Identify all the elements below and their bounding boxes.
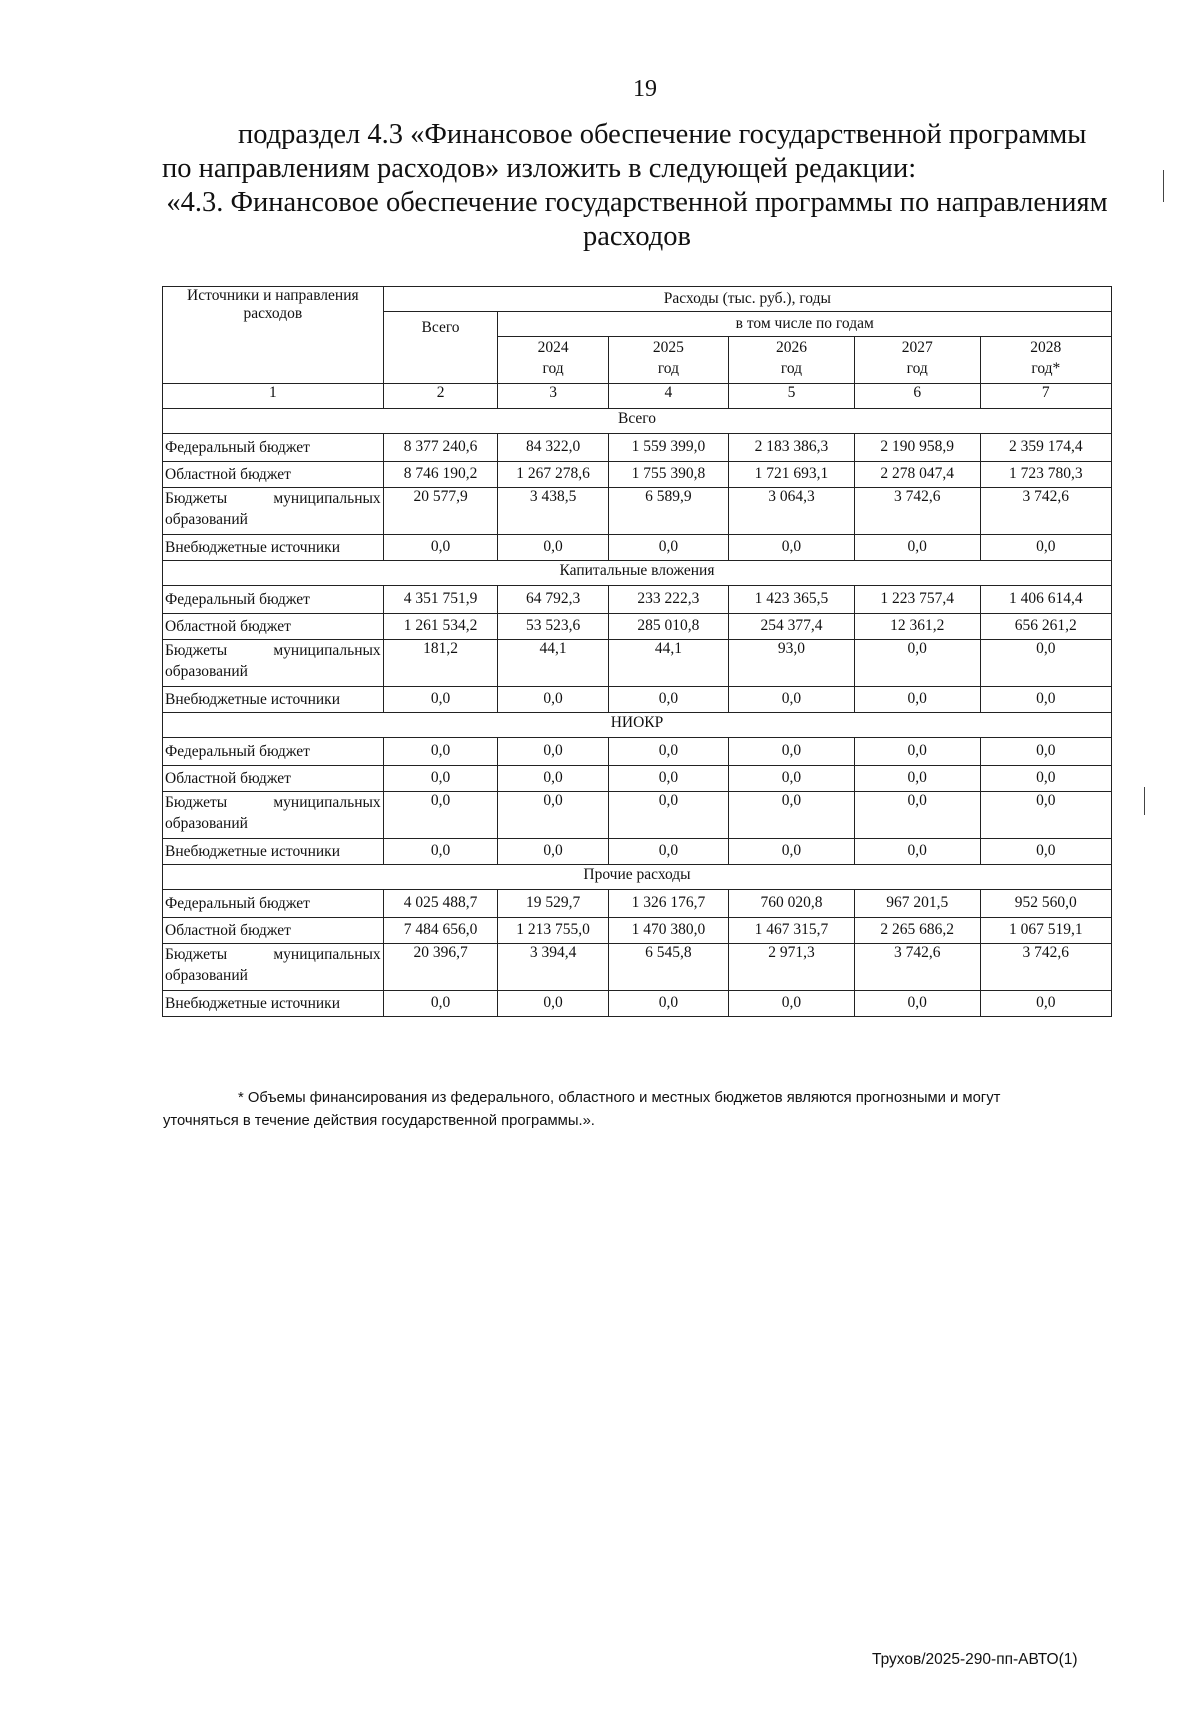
row-label-part: образований <box>165 967 248 984</box>
section-row <box>163 713 1112 738</box>
table-row <box>163 535 1112 561</box>
table-row <box>163 687 1112 713</box>
value-cell: 0,0 <box>498 687 608 713</box>
row-label-part: образований <box>165 663 248 680</box>
value-cell: 0,0 <box>729 991 855 1017</box>
footnote-line-1: * Объемы финансирования из федерального, областного и местных бюджетов являются прогнозными и могут <box>238 1090 1001 1106</box>
column-number: 5 <box>729 384 855 409</box>
value-cell: 2 190 958,9 <box>854 434 980 462</box>
value-cell: 0,0 <box>383 738 498 766</box>
value-cell: 1 213 755,0 <box>498 918 608 944</box>
value-cell: 0,0 <box>854 991 980 1017</box>
value-cell: 0,0 <box>729 766 855 792</box>
value-cell: 0,0 <box>383 687 498 713</box>
value-cell: 0,0 <box>854 640 980 687</box>
margin-mark <box>1144 787 1145 815</box>
value-cell: 0,0 <box>383 792 498 839</box>
footnote <box>163 1087 1115 1133</box>
section-title: Прочие расходы <box>163 865 1112 890</box>
value-cell: 3 438,5 <box>498 488 608 535</box>
value-cell: 1 723 780,3 <box>980 462 1111 488</box>
header-expenses: Расходы (тыс. руб.), годы <box>383 287 1111 312</box>
value-cell: 2 278 047,4 <box>854 462 980 488</box>
row-label-municipal <box>163 944 384 991</box>
financing-table <box>162 286 1112 1017</box>
value-cell: 0,0 <box>729 839 855 865</box>
margin-mark <box>1163 170 1164 202</box>
table-row <box>163 792 1112 839</box>
intro-paragraph <box>162 118 1112 186</box>
section-title: Капитальные вложения <box>163 561 1112 586</box>
value-cell: 0,0 <box>498 792 608 839</box>
value-cell: 8 746 190,2 <box>383 462 498 488</box>
value-cell: 1 423 365,5 <box>729 586 855 614</box>
value-cell: 64 792,3 <box>498 586 608 614</box>
value-cell: 0,0 <box>383 991 498 1017</box>
value-cell: 1 467 315,7 <box>729 918 855 944</box>
value-cell: 0,0 <box>980 738 1111 766</box>
table-row <box>163 738 1112 766</box>
value-cell: 285 010,8 <box>608 614 728 640</box>
value-cell: 0,0 <box>383 766 498 792</box>
row-label-part: муниципальных <box>273 946 381 963</box>
row-label-part: образований <box>165 511 248 528</box>
value-cell: 1 406 614,4 <box>980 586 1111 614</box>
value-cell: 3 064,3 <box>729 488 855 535</box>
value-cell: 0,0 <box>608 839 728 865</box>
value-cell: 0,0 <box>383 839 498 865</box>
row-label-federal: Федеральный бюджет <box>163 890 384 918</box>
value-cell: 0,0 <box>980 792 1111 839</box>
row-label-extra: Внебюджетные источники <box>163 535 384 561</box>
table-row <box>163 614 1112 640</box>
section-row <box>163 865 1112 890</box>
value-cell: 19 529,7 <box>498 890 608 918</box>
value-cell: 2 183 386,3 <box>729 434 855 462</box>
value-cell: 0,0 <box>729 738 855 766</box>
value-cell: 0,0 <box>608 687 728 713</box>
row-label-regional: Областной бюджет <box>163 918 384 944</box>
row-label-part: муниципальных <box>273 794 381 811</box>
header-year-2028: 2028 год* <box>980 337 1111 384</box>
row-label-part: Бюджеты <box>165 946 228 963</box>
value-cell: 12 361,2 <box>854 614 980 640</box>
header-year-2027: 2027 год <box>854 337 980 384</box>
value-cell: 0,0 <box>854 535 980 561</box>
table-row <box>163 462 1112 488</box>
value-cell: 3 742,6 <box>854 944 980 991</box>
value-cell: 233 222,3 <box>608 586 728 614</box>
value-cell: 1 559 399,0 <box>608 434 728 462</box>
table-row <box>163 991 1112 1017</box>
value-cell: 0,0 <box>980 687 1111 713</box>
row-label-municipal <box>163 640 384 687</box>
row-label-part: Бюджеты <box>165 490 228 507</box>
row-label-regional: Областной бюджет <box>163 766 384 792</box>
header-year-2026: 2026 год <box>729 337 855 384</box>
section-row <box>163 561 1112 586</box>
section-title: Всего <box>163 409 1112 434</box>
row-label-extra: Внебюджетные источники <box>163 839 384 865</box>
row-label-regional: Областной бюджет <box>163 462 384 488</box>
value-cell: 7 484 656,0 <box>383 918 498 944</box>
header-total: Всего <box>383 312 498 384</box>
value-cell: 0,0 <box>729 687 855 713</box>
value-cell: 0,0 <box>729 535 855 561</box>
document-code: Трухов/2025-290-пп-АВТО(1) <box>872 1651 1078 1668</box>
value-cell: 1 755 390,8 <box>608 462 728 488</box>
table-row <box>163 839 1112 865</box>
value-cell: 0,0 <box>498 738 608 766</box>
row-label-federal: Федеральный бюджет <box>163 434 384 462</box>
value-cell: 0,0 <box>608 535 728 561</box>
value-cell: 6 545,8 <box>608 944 728 991</box>
header-by-years: в том числе по годам <box>498 312 1112 337</box>
value-cell: 254 377,4 <box>729 614 855 640</box>
value-cell: 1 267 278,6 <box>498 462 608 488</box>
row-label-extra: Внебюджетные источники <box>163 991 384 1017</box>
value-cell: 0,0 <box>498 839 608 865</box>
section-heading-line-1: «4.3. Финансовое обеспечение государственной программы по направлениям <box>166 187 1108 218</box>
value-cell: 3 742,6 <box>980 944 1111 991</box>
table-row <box>163 766 1112 792</box>
column-number: 6 <box>854 384 980 409</box>
intro-line-2: по направлениям расходов» изложить в следующей редакции: <box>162 153 917 184</box>
value-cell: 3 742,6 <box>980 488 1111 535</box>
value-cell: 1 326 176,7 <box>608 890 728 918</box>
value-cell: 1 067 519,1 <box>980 918 1111 944</box>
column-number: 7 <box>980 384 1111 409</box>
value-cell: 0,0 <box>980 839 1111 865</box>
value-cell: 84 322,0 <box>498 434 608 462</box>
section-title: НИОКР <box>163 713 1112 738</box>
value-cell: 0,0 <box>608 738 728 766</box>
value-cell: 93,0 <box>729 640 855 687</box>
value-cell: 0,0 <box>608 792 728 839</box>
value-cell: 1 470 380,0 <box>608 918 728 944</box>
table-row <box>163 890 1112 918</box>
value-cell: 2 971,3 <box>729 944 855 991</box>
row-label-part: муниципальных <box>273 642 381 659</box>
row-label-part: Бюджеты <box>165 642 228 659</box>
value-cell: 0,0 <box>498 766 608 792</box>
page-number: 19 <box>633 76 657 102</box>
section-heading <box>162 186 1112 254</box>
value-cell: 53 523,6 <box>498 614 608 640</box>
row-label-municipal <box>163 792 384 839</box>
value-cell: 0,0 <box>608 766 728 792</box>
value-cell: 0,0 <box>980 991 1111 1017</box>
row-label-part: образований <box>165 815 248 832</box>
value-cell: 0,0 <box>498 991 608 1017</box>
value-cell: 0,0 <box>854 687 980 713</box>
value-cell: 0,0 <box>854 738 980 766</box>
value-cell: 1 261 534,2 <box>383 614 498 640</box>
row-label-federal: Федеральный бюджет <box>163 586 384 614</box>
value-cell: 2 359 174,4 <box>980 434 1111 462</box>
value-cell: 44,1 <box>498 640 608 687</box>
value-cell: 0,0 <box>383 535 498 561</box>
value-cell: 4 025 488,7 <box>383 890 498 918</box>
value-cell: 656 261,2 <box>980 614 1111 640</box>
table-row <box>163 640 1112 687</box>
value-cell: 181,2 <box>383 640 498 687</box>
table-row <box>163 918 1112 944</box>
table-row <box>163 586 1112 614</box>
value-cell: 0,0 <box>498 535 608 561</box>
column-number: 1 <box>163 384 384 409</box>
intro-line-1: подраздел 4.3 «Финансовое обеспечение государственной программы <box>238 119 1087 150</box>
section-row <box>163 409 1112 434</box>
column-number: 4 <box>608 384 728 409</box>
row-label-extra: Внебюджетные источники <box>163 687 384 713</box>
header-sources: Источники и направления расходов <box>163 287 384 384</box>
value-cell: 20 396,7 <box>383 944 498 991</box>
value-cell: 3 742,6 <box>854 488 980 535</box>
value-cell: 2 265 686,2 <box>854 918 980 944</box>
header-year-2024: 2024 год <box>498 337 608 384</box>
row-label-regional: Областной бюджет <box>163 614 384 640</box>
value-cell: 0,0 <box>980 640 1111 687</box>
table-row <box>163 488 1112 535</box>
value-cell: 20 577,9 <box>383 488 498 535</box>
table-row <box>163 944 1112 991</box>
value-cell: 6 589,9 <box>608 488 728 535</box>
value-cell: 44,1 <box>608 640 728 687</box>
value-cell: 8 377 240,6 <box>383 434 498 462</box>
row-label-part: муниципальных <box>273 490 381 507</box>
value-cell: 0,0 <box>608 991 728 1017</box>
value-cell: 1 721 693,1 <box>729 462 855 488</box>
row-label-federal: Федеральный бюджет <box>163 738 384 766</box>
value-cell: 0,0 <box>854 839 980 865</box>
row-label-municipal <box>163 488 384 535</box>
table-row <box>163 434 1112 462</box>
value-cell: 0,0 <box>854 766 980 792</box>
row-label-part: Бюджеты <box>165 794 228 811</box>
value-cell: 4 351 751,9 <box>383 586 498 614</box>
value-cell: 0,0 <box>854 792 980 839</box>
footnote-line-2: уточняться в течение действия государственной программы.». <box>163 1113 595 1129</box>
value-cell: 0,0 <box>729 792 855 839</box>
value-cell: 0,0 <box>980 766 1111 792</box>
value-cell: 760 020,8 <box>729 890 855 918</box>
value-cell: 1 223 757,4 <box>854 586 980 614</box>
value-cell: 0,0 <box>980 535 1111 561</box>
value-cell: 952 560,0 <box>980 890 1111 918</box>
header-year-2025: 2025 год <box>608 337 728 384</box>
column-number: 2 <box>383 384 498 409</box>
section-heading-line-2: расходов <box>583 221 691 252</box>
value-cell: 967 201,5 <box>854 890 980 918</box>
column-number: 3 <box>498 384 608 409</box>
value-cell: 3 394,4 <box>498 944 608 991</box>
